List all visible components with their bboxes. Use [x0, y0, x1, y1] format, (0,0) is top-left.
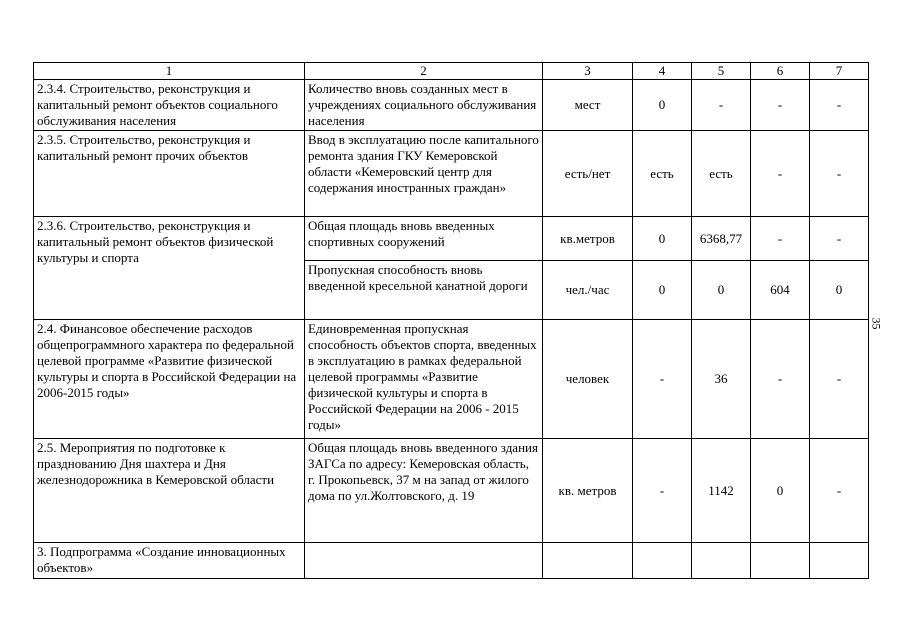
row-value-6: -: [751, 131, 810, 217]
header-cell-4: 4: [633, 63, 692, 80]
row-value-7: -: [810, 439, 869, 543]
row-indicator: Количество вновь созданных мест в учреждениях социального обслуживания населения: [305, 80, 543, 131]
row-unit: мест: [543, 80, 633, 131]
row-value-7: -: [810, 320, 869, 439]
row-name: 2.3.4. Строительство, реконструкция и капитальный ремонт объектов социального обслуживания населения: [34, 80, 305, 131]
row-name: 2.4. Финансовое обеспечение расходов общепрограммного характера по федеральной целевой программе «Развитие физической культуры и спорта в Российской Федерации на 2006-2015 годы»: [34, 320, 305, 439]
header-cell-3: 3: [543, 63, 633, 80]
row-unit: кв.метров: [543, 217, 633, 261]
row-value-5: 1142: [692, 439, 751, 543]
row-indicator: Общая площадь вновь введенных спортивных сооружений: [305, 217, 543, 261]
row-value-5: -: [692, 80, 751, 131]
row-value-6: 604: [751, 261, 810, 320]
row-value-5: 6368,77: [692, 217, 751, 261]
table-row: [34, 217, 869, 261]
row-value-4: 0: [633, 261, 692, 320]
table-row: [34, 439, 869, 543]
header-cell-1: 1: [34, 63, 305, 80]
table-row: [34, 320, 869, 439]
row-value-4: есть: [633, 131, 692, 217]
row-name: 2.3.5. Строительство, реконструкция и капитальный ремонт прочих объектов: [34, 131, 305, 217]
row-value-5: есть: [692, 131, 751, 217]
row-unit: кв. метров: [543, 439, 633, 543]
row-value-6: -: [751, 217, 810, 261]
row-value-7: -: [810, 131, 869, 217]
row-indicator: Пропускная способность вновь введенной кресельной канатной дороги: [305, 261, 543, 320]
row-value-5: 0: [692, 261, 751, 320]
row-value-7: 0: [810, 261, 869, 320]
row-value-4: 0: [633, 80, 692, 131]
header-cell-2: 2: [305, 63, 543, 80]
table-row: [34, 131, 869, 217]
row-name: 3. Подпрограмма «Создание инновационных объектов»: [34, 543, 305, 579]
row-value-7: -: [810, 217, 869, 261]
row-value-4: -: [633, 439, 692, 543]
row-unit: чел./час: [543, 261, 633, 320]
row-value-4: -: [633, 320, 692, 439]
row-value-5: 36: [692, 320, 751, 439]
row-value-7-empty: [810, 543, 869, 579]
row-indicator-empty: [305, 543, 543, 579]
row-unit: есть/нет: [543, 131, 633, 217]
row-unit-empty: [543, 543, 633, 579]
header-cell-7: 7: [810, 63, 869, 80]
table-row: [34, 543, 869, 579]
row-value-4-empty: [633, 543, 692, 579]
indicators-table: [33, 62, 869, 579]
row-value-5-empty: [692, 543, 751, 579]
table-row: [34, 80, 869, 131]
header-cell-5: 5: [692, 63, 751, 80]
row-value-6: -: [751, 80, 810, 131]
header-row: [34, 63, 869, 80]
row-value-7: -: [810, 80, 869, 131]
row-unit: человек: [543, 320, 633, 439]
page-number: 35: [869, 317, 884, 330]
row-indicator: Общая площадь вновь введенного здания ЗАГСа по адресу: Кемеровская область, г. Прокопьевск, 37 м на запад от жилого дома по ул.Жолтовского, д. 19: [305, 439, 543, 543]
row-value-6: -: [751, 320, 810, 439]
row-name: 2.5. Мероприятия по подготовке к празднованию Дня шахтера и Дня железнодорожника в Кемеровской области: [34, 439, 305, 543]
row-indicator: Ввод в эксплуатацию после капитального ремонта здания ГКУ Кемеровской области «Кемеровский центр для содержания иностранных граждан»: [305, 131, 543, 217]
row-value-6-empty: [751, 543, 810, 579]
row-value-6: 0: [751, 439, 810, 543]
row-value-4: 0: [633, 217, 692, 261]
row-name: 2.3.6. Строительство, реконструкция и капитальный ремонт объектов физической культуры и спорта: [34, 217, 305, 320]
row-indicator: Единовременная пропускная способность объектов спорта, введенных в эксплуатацию в рамках федеральной целевой программы «Развитие физической культуры и спорта в Российской Федерации на 2006 - 2015 годы»: [305, 320, 543, 439]
header-cell-6: 6: [751, 63, 810, 80]
